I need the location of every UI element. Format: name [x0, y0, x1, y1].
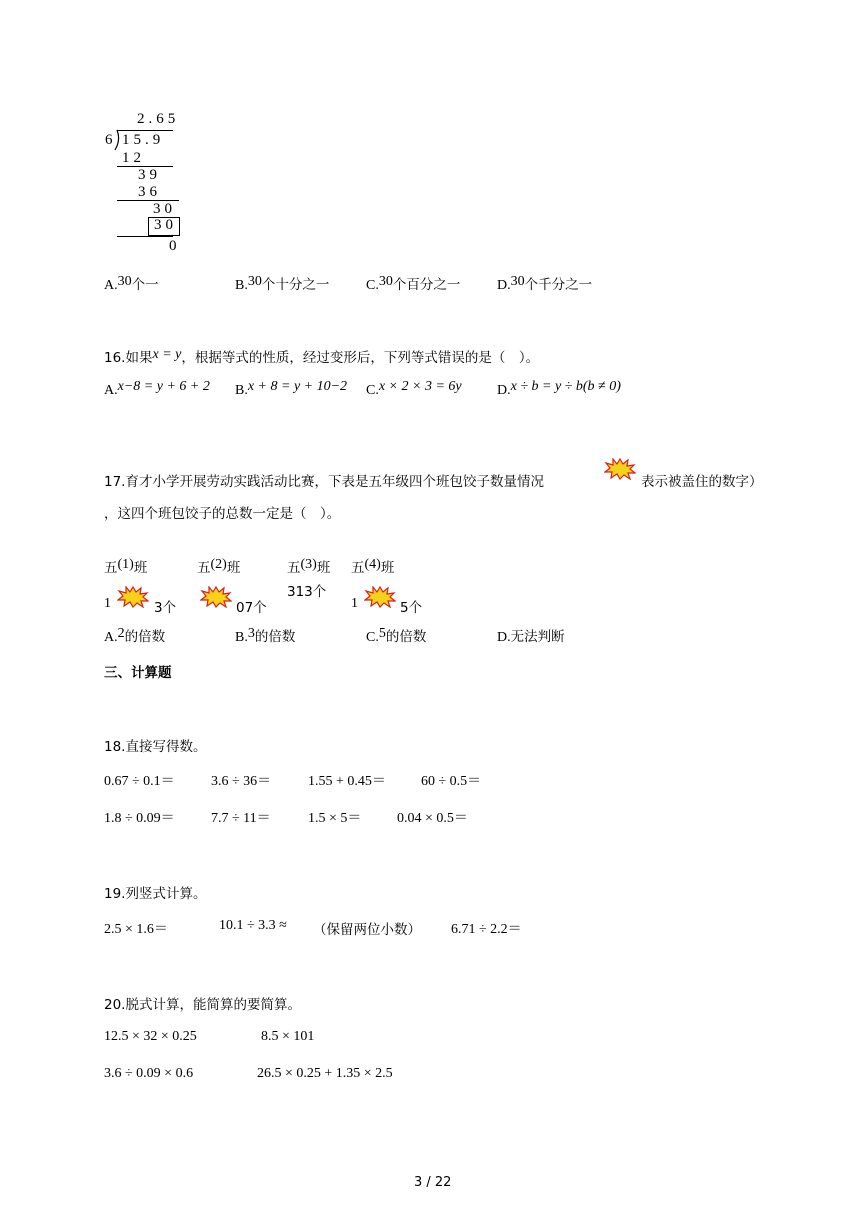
q18-expr: 1.8 ÷ 0.09＝ [104, 811, 175, 826]
q19-expr: 2.5 × 1.6＝ [104, 922, 168, 937]
q16-option-b[interactable]: B.x + 8 = y + 10−2 [235, 379, 348, 398]
q18-title: 18.直接写得数。 [104, 739, 207, 755]
q16-option-c[interactable]: C.x × 2 × 3 = 6y [366, 379, 462, 398]
q17-option-a[interactable]: A.2的倍数 [104, 626, 166, 645]
remainder: 0 [169, 238, 181, 254]
q16-option-a[interactable]: A.x−8 = y + 6 + 2 [104, 379, 210, 398]
count-2-suffix: 07个 [236, 600, 267, 616]
q20-expr: 3.6 ÷ 0.09 × 0.6 [104, 1066, 194, 1081]
q19-expr: 6.71 ÷ 2.2＝ [451, 922, 522, 937]
division-bar [117, 130, 173, 131]
q18-expr: 0.67 ÷ 0.1＝ [104, 774, 175, 789]
starburst-icon [604, 458, 636, 480]
q16-stem: 16.如果x = y，根据等式的性质，经过变形后，下列等式错误的是（ ）。 [104, 347, 540, 366]
quotient: 2.65 [137, 111, 180, 127]
starburst-icon [364, 586, 396, 608]
class-header-1: 五(1)班 [104, 557, 148, 576]
q19-title: 19.列竖式计算。 [104, 886, 207, 902]
count-3: 313个 [287, 584, 327, 600]
q18-expr: 60 ÷ 0.5＝ [421, 774, 482, 789]
division-step-4: 30 [153, 201, 176, 217]
q17-option-c[interactable]: C.5的倍数 [366, 626, 427, 645]
count-4-prefix: 1 [351, 596, 358, 611]
starburst-icon [117, 586, 149, 608]
q15-option-a[interactable]: A.30个一 [104, 274, 159, 293]
q16-option-d[interactable]: D.x ÷ b = y ÷ b(b ≠ 0) [497, 379, 621, 398]
division-step-3: 36 [138, 184, 161, 200]
q20-expr: 8.5 × 101 [261, 1029, 315, 1044]
class-header-4: 五(4)班 [351, 557, 395, 576]
q17-stem-line1-end: 表示被盖住的数字） [641, 474, 763, 490]
q15-option-b[interactable]: B.30个十分之一 [235, 274, 330, 293]
q19-note: （保留两位小数） [313, 922, 421, 938]
q20-expr: 12.5 × 32 × 0.25 [104, 1029, 197, 1044]
q18-expr: 3.6 ÷ 36＝ [211, 774, 272, 789]
q18-expr: 0.04 × 0.5＝ [397, 811, 468, 826]
count-1-suffix: 3个 [154, 600, 177, 616]
q20-title: 20.脱式计算，能简算的要简算。 [104, 997, 301, 1013]
q18-expr: 1.5 × 5＝ [308, 811, 362, 826]
q20-expr: 26.5 × 0.25 + 1.35 × 2.5 [257, 1066, 393, 1081]
division-bracket [113, 129, 121, 151]
dividend: 15.9 [122, 132, 165, 148]
class-header-2: 五(2)班 [197, 557, 241, 576]
q19-expr: 10.1 ÷ 3.3 ≈ [219, 918, 287, 933]
section-title: 三、计算题 [104, 665, 172, 681]
q17-stem-line1: 17.育才小学开展劳动实践活动比赛，下表是五年级四个班包饺子数量情况 [104, 474, 544, 490]
q18-expr: 7.7 ÷ 11＝ [211, 811, 271, 826]
q15-option-c[interactable]: C.30个百分之一 [366, 274, 461, 293]
division-step-5: 30 [154, 217, 177, 233]
q15-option-d[interactable]: D.30个千分之一 [497, 274, 593, 293]
starburst-icon [200, 586, 232, 608]
q18-expr: 1.55 + 0.45＝ [308, 774, 386, 789]
division-step-2: 39 [138, 167, 161, 183]
division-line [117, 236, 173, 237]
count-4-suffix: 5个 [400, 600, 423, 616]
q17-option-d[interactable]: D.无法判断 [497, 629, 565, 645]
divisor: 6 [105, 132, 117, 148]
page-number: 3 / 22 [414, 1175, 452, 1190]
count-1-prefix: 1 [104, 596, 111, 611]
class-header-3: 五(3)班 [287, 557, 331, 576]
q17-option-b[interactable]: B.3的倍数 [235, 626, 296, 645]
q17-stem-line2: ，这四个班包饺子的总数一定是（ ）。 [104, 506, 341, 522]
division-step-1: 12 [122, 150, 145, 166]
